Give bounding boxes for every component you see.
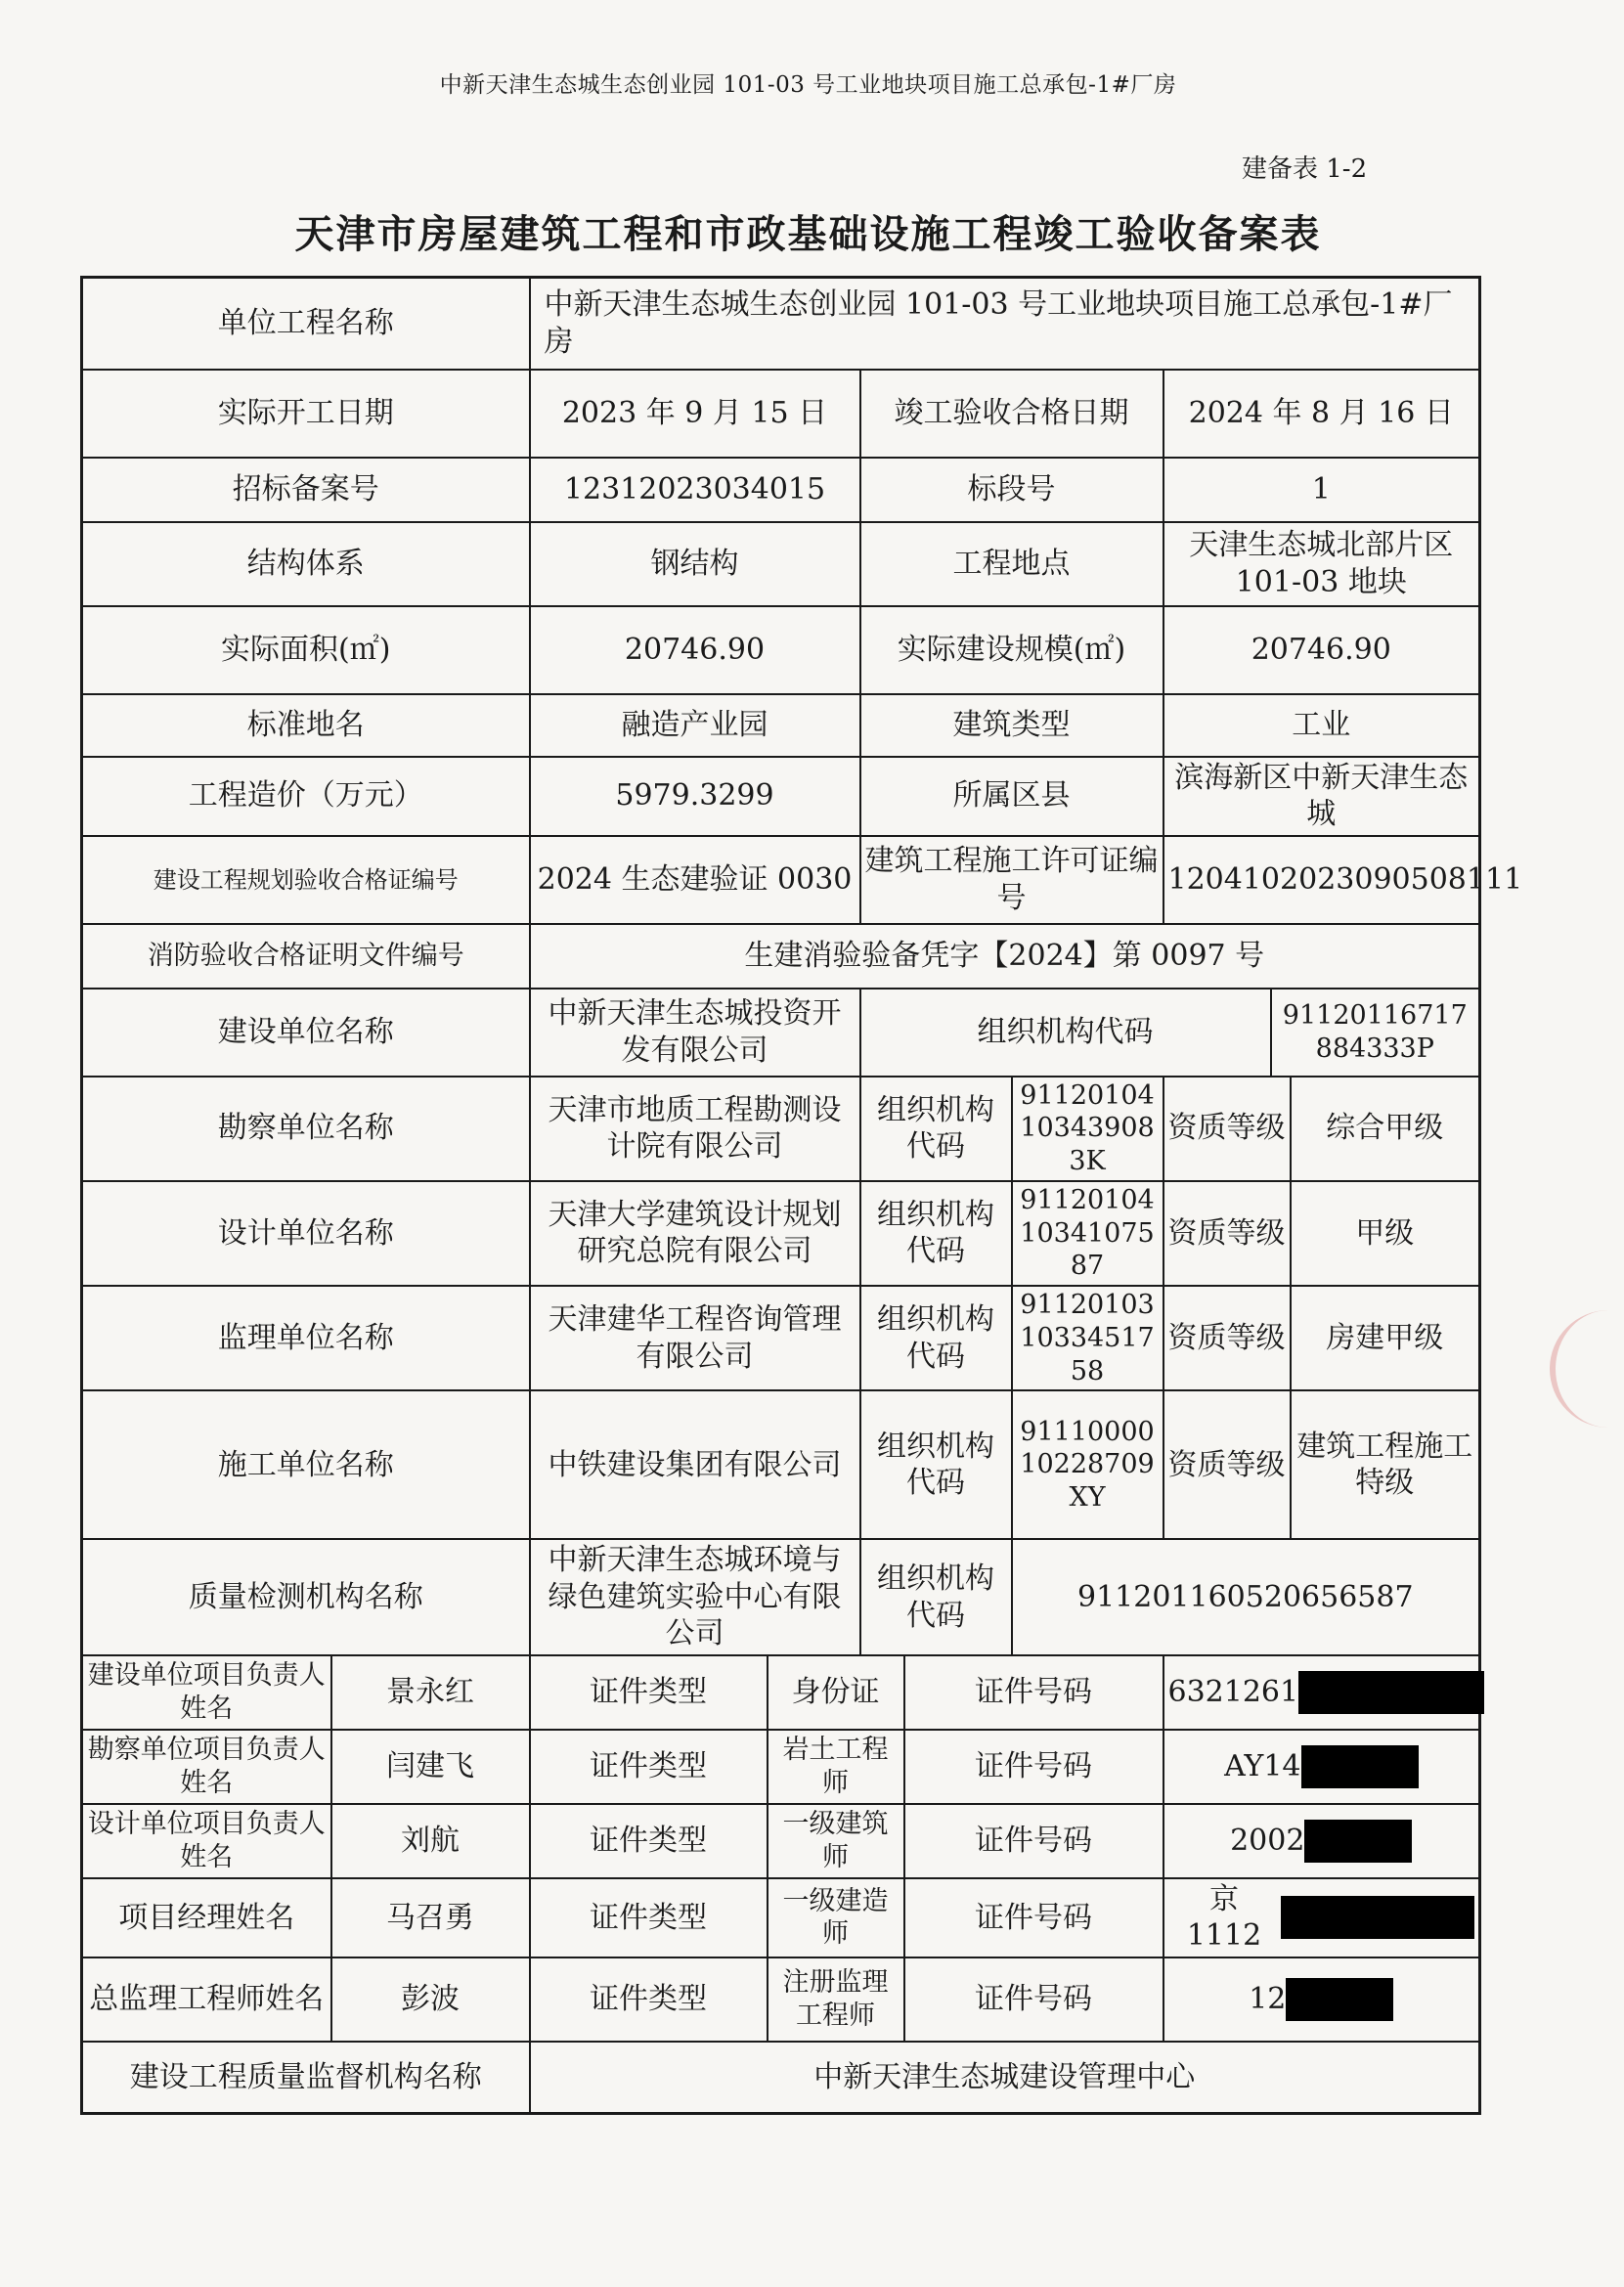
supervise-unit-label: 监理单位名称 xyxy=(82,1286,530,1390)
row-construct-unit xyxy=(82,1390,1480,1539)
construct-unit-label: 施工单位名称 xyxy=(82,1390,530,1539)
row-person-survey xyxy=(82,1730,1480,1804)
supervise-org-code: 911201031033451758 xyxy=(1012,1286,1163,1390)
redaction-bar xyxy=(1301,1745,1419,1788)
document-title: 天津市房屋建筑工程和市政基础设施工程竣工验收备案表 xyxy=(294,212,1322,257)
bid-no-value: 12312023034015 xyxy=(530,458,860,522)
area-value: 20746.90 xyxy=(530,606,860,694)
row-cost xyxy=(82,757,1480,836)
person-name: 景永红 xyxy=(331,1655,530,1730)
cert-no-label: 证件号码 xyxy=(904,1804,1163,1878)
cert-type-value: 一级建筑师 xyxy=(768,1804,904,1878)
survey-unit-label: 勘察单位名称 xyxy=(82,1077,530,1181)
row-bid xyxy=(82,458,1480,522)
survey-org-code-label: 组织机构代码 xyxy=(860,1077,1012,1181)
cert-no-value xyxy=(1163,1957,1480,2042)
build-type-value: 工业 xyxy=(1163,694,1480,757)
accept-date-value: 2024 年 8 月 16 日 xyxy=(1163,370,1480,458)
cert-no-value xyxy=(1163,1655,1480,1730)
person-role: 勘察单位项目负责人姓名 xyxy=(82,1730,331,1804)
row-person-owner xyxy=(82,1655,1480,1730)
supervise-qual-label: 资质等级 xyxy=(1163,1286,1291,1390)
row-structure xyxy=(82,522,1480,606)
cert-no-value xyxy=(1163,1730,1480,1804)
construct-qual: 建筑工程施工特级 xyxy=(1291,1390,1480,1539)
redaction-bar xyxy=(1286,1978,1393,2021)
place-name-label: 标准地名 xyxy=(82,694,530,757)
cert-no-label: 证件号码 xyxy=(904,1957,1163,2042)
cost-value: 5979.3299 xyxy=(530,757,860,836)
district-value: 滨海新区中新天津生态城 xyxy=(1163,757,1480,836)
cert-type-label: 证件类型 xyxy=(530,1957,768,2042)
cert-no-text: AY14 xyxy=(1224,1749,1301,1783)
form-number: 建备表 1-2 xyxy=(1242,154,1368,184)
cert-type-label: 证件类型 xyxy=(530,1804,768,1878)
cert-no-text: 2002 xyxy=(1230,1824,1305,1858)
build-type-label: 建筑类型 xyxy=(860,694,1163,757)
fire-label: 消防验收合格证明文件编号 xyxy=(82,924,530,989)
row-person-chief-supervisor xyxy=(82,1957,1480,2042)
permit-label: 建筑工程施工许可证编号 xyxy=(860,836,1163,924)
row-person-design xyxy=(82,1804,1480,1878)
cost-label: 工程造价（万元） xyxy=(82,757,530,836)
person-role: 设计单位项目负责人姓名 xyxy=(82,1804,331,1878)
construct-qual-label: 资质等级 xyxy=(1163,1390,1291,1539)
redaction-bar xyxy=(1304,1820,1412,1863)
scale-label: 实际建设规模(㎡) xyxy=(860,606,1163,694)
cert-no-label: 证件号码 xyxy=(904,1730,1163,1804)
row-fire xyxy=(82,924,1480,989)
plan-cert-value: 2024 生态建验证 0030 xyxy=(530,836,860,924)
redaction-bar xyxy=(1281,1896,1475,1939)
owner-unit-name: 中新天津生态城投资开发有限公司 xyxy=(530,989,860,1077)
cert-no-value xyxy=(1163,1804,1480,1878)
row-survey-unit xyxy=(82,1077,1480,1181)
testing-org-code-label: 组织机构代码 xyxy=(860,1539,1012,1655)
row-testing-unit xyxy=(82,1539,1480,1655)
row-supervise-unit xyxy=(82,1286,1480,1390)
cert-no-text: 6321261 xyxy=(1167,1675,1299,1709)
design-org-code: 911201041034107587 xyxy=(1012,1181,1163,1286)
plan-cert-label: 建设工程规划验收合格证编号 xyxy=(82,836,530,924)
person-name: 闫建飞 xyxy=(331,1730,530,1804)
cert-type-value: 身份证 xyxy=(768,1655,904,1730)
owner-unit-label: 建设单位名称 xyxy=(82,989,530,1077)
place-name-value: 融造产业园 xyxy=(530,694,860,757)
cert-type-label: 证件类型 xyxy=(530,1730,768,1804)
start-date-value: 2023 年 9 月 15 日 xyxy=(530,370,860,458)
cert-type-value: 注册监理工程师 xyxy=(768,1957,904,2042)
row-dates xyxy=(82,370,1480,458)
unit-project-label: 单位工程名称 xyxy=(82,278,530,370)
structure-value: 钢结构 xyxy=(530,522,860,606)
area-label: 实际面积(㎡) xyxy=(82,606,530,694)
redaction-bar xyxy=(1298,1671,1484,1714)
supervise-qual: 房建甲级 xyxy=(1291,1286,1480,1390)
unit-project-value: 中新天津生态城生态创业园 101-03 号工业地块项目施工总承包-1#厂房 xyxy=(530,278,1480,370)
page-header: 中新天津生态城生态创业园 101-03 号工业地块项目施工总承包-1#厂房 xyxy=(439,72,1177,98)
supervision-label: 建设工程质量监督机构名称 xyxy=(82,2042,530,2114)
accept-date-label: 竣工验收合格日期 xyxy=(860,370,1163,458)
person-role: 项目经理姓名 xyxy=(82,1878,331,1957)
owner-org-code-label: 组织机构代码 xyxy=(860,989,1271,1077)
testing-unit-name: 中新天津生态城环境与绿色建筑实验中心有限公司 xyxy=(530,1539,860,1655)
row-place xyxy=(82,694,1480,757)
construct-unit-name: 中铁建设集团有限公司 xyxy=(530,1390,860,1539)
fire-value: 生建消验验备凭字【2024】第 0097 号 xyxy=(530,924,1480,989)
person-name: 刘航 xyxy=(331,1804,530,1878)
cert-type-value: 岩土工程师 xyxy=(768,1730,904,1804)
start-date-label: 实际开工日期 xyxy=(82,370,530,458)
row-supervision-agency xyxy=(82,2042,1480,2114)
person-name: 马召勇 xyxy=(331,1878,530,1957)
row-owner-unit xyxy=(82,989,1480,1077)
design-org-code-label: 组织机构代码 xyxy=(860,1181,1012,1286)
row-person-pm xyxy=(82,1878,1480,1957)
survey-qual: 综合甲级 xyxy=(1291,1077,1480,1181)
design-unit-label: 设计单位名称 xyxy=(82,1181,530,1286)
location-value: 天津生态城北部片区 101-03 地块 xyxy=(1163,522,1480,606)
structure-label: 结构体系 xyxy=(82,522,530,606)
design-qual-label: 资质等级 xyxy=(1163,1181,1291,1286)
section-no-value: 1 xyxy=(1163,458,1480,522)
location-label: 工程地点 xyxy=(860,522,1163,606)
row-unit-project xyxy=(82,278,1480,370)
cert-no-text: 12 xyxy=(1249,1982,1287,2016)
bid-no-label: 招标备案号 xyxy=(82,458,530,522)
cert-type-value: 一级建造师 xyxy=(768,1878,904,1957)
construct-org-code-label: 组织机构代码 xyxy=(860,1390,1012,1539)
district-label: 所属区县 xyxy=(860,757,1163,836)
construct-org-code: 9111000010228709XY xyxy=(1012,1390,1163,1539)
row-plan-cert xyxy=(82,836,1480,924)
cert-type-label: 证件类型 xyxy=(530,1878,768,1957)
supervise-unit-name: 天津建华工程咨询管理有限公司 xyxy=(530,1286,860,1390)
survey-org-code: 91120104103439083K xyxy=(1012,1077,1163,1181)
record-form-table xyxy=(80,276,1523,2115)
row-design-unit xyxy=(82,1181,1480,1286)
cert-no-text: 京 1112 xyxy=(1186,1881,1262,1954)
section-no-label: 标段号 xyxy=(860,458,1163,522)
survey-qual-label: 资质等级 xyxy=(1163,1077,1291,1181)
owner-org-code: 91120116717884333P xyxy=(1271,989,1480,1077)
design-qual: 甲级 xyxy=(1291,1181,1480,1286)
scale-value: 20746.90 xyxy=(1163,606,1480,694)
supervision-value: 中新天津生态城建设管理中心 xyxy=(530,2042,1480,2114)
permit-value: 1204102023090508111 xyxy=(1163,836,1480,924)
cert-no-label: 证件号码 xyxy=(904,1878,1163,1957)
cert-type-label: 证件类型 xyxy=(530,1655,768,1730)
design-unit-name: 天津大学建筑设计规划研究总院有限公司 xyxy=(530,1181,860,1286)
cert-no-label: 证件号码 xyxy=(904,1655,1163,1730)
testing-unit-label: 质量检测机构名称 xyxy=(82,1539,530,1655)
person-role: 建设单位项目负责人姓名 xyxy=(82,1655,331,1730)
testing-org-code: 911201160520656587 xyxy=(1012,1539,1480,1655)
person-role: 总监理工程师姓名 xyxy=(82,1957,331,2042)
row-area xyxy=(82,606,1480,694)
survey-unit-name: 天津市地质工程勘测设计院有限公司 xyxy=(530,1077,860,1181)
cert-no-value xyxy=(1163,1878,1480,1957)
person-name: 彭波 xyxy=(331,1957,530,2042)
supervise-org-code-label: 组织机构代码 xyxy=(860,1286,1012,1390)
